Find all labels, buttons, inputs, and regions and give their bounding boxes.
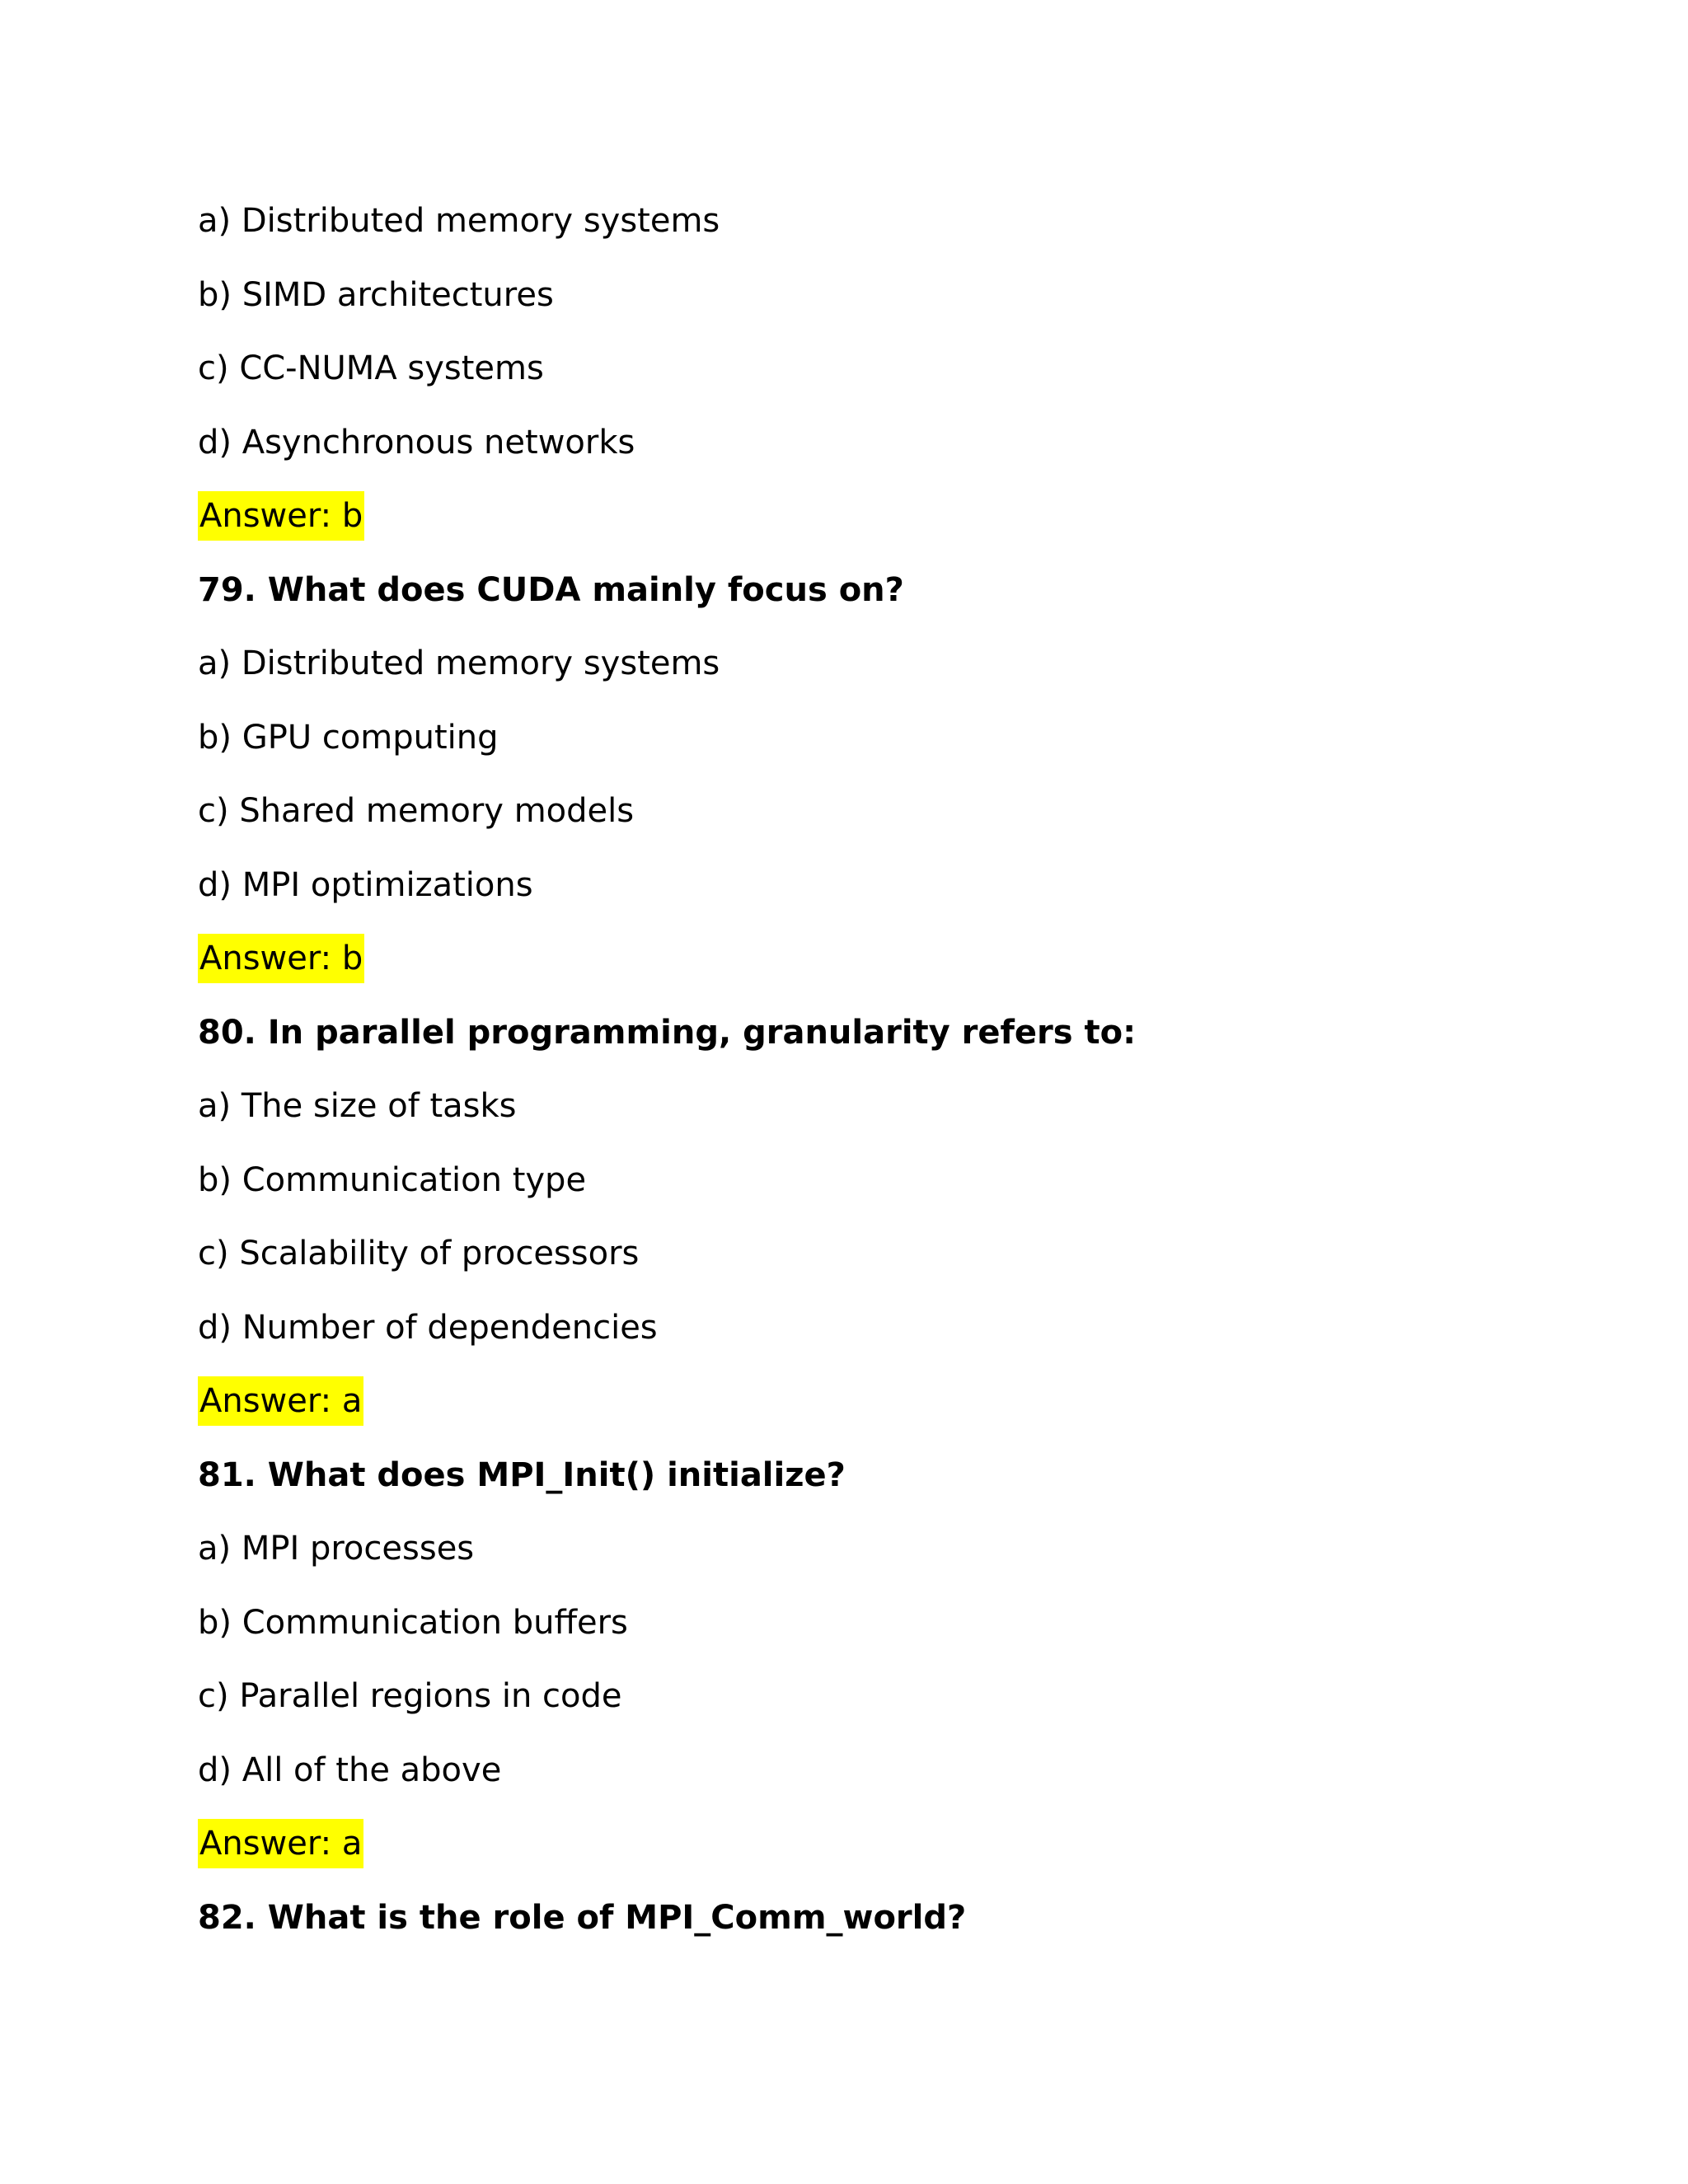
- question-79: 79. What does CUDA mainly focus on?: [198, 570, 904, 609]
- option-c-q78: c) CC-NUMA systems: [198, 349, 544, 387]
- option-b-q80: b) Communication type: [198, 1160, 587, 1199]
- answer-highlight: Answer: a: [198, 1819, 363, 1868]
- option-c-q79: c) Shared memory models: [198, 792, 635, 830]
- option-d-q78: d) Asynchronous networks: [198, 423, 635, 462]
- option-d-q79: d) MPI optimizations: [198, 865, 533, 904]
- option-b-q79: b) GPU computing: [198, 718, 499, 757]
- option-d-q81: d) All of the above: [198, 1750, 502, 1789]
- option-a-q79: a) Distributed memory systems: [198, 644, 720, 682]
- answer-highlight: Answer: a: [198, 1376, 363, 1426]
- option-a-q78: a) Distributed memory systems: [198, 202, 720, 240]
- answer-q79: [198, 934, 1136, 1008]
- answer-highlight: Answer: b: [198, 934, 364, 983]
- answer-q78: [198, 491, 1136, 565]
- option-b-q81: b) Communication buffers: [198, 1603, 628, 1642]
- option-a-q81: a) MPI processes: [198, 1530, 475, 1568]
- answer-highlight: Answer: b: [198, 491, 364, 541]
- option-d-q80: d) Number of dependencies: [198, 1308, 658, 1347]
- option-c-q80: c) Scalability of processors: [198, 1235, 640, 1272]
- question-82: 82. What is the role of MPI_Comm_world?: [198, 1898, 967, 1937]
- answer-q80: [198, 1376, 1136, 1451]
- option-b-q78: b) SIMD architectures: [198, 275, 554, 314]
- option-a-q80: a) The size of tasks: [198, 1087, 517, 1125]
- page-content: [198, 196, 1136, 1966]
- option-c-q81: c) Parallel regions in code: [198, 1677, 622, 1715]
- answer-q81: [198, 1819, 1136, 1893]
- question-80: 80. In parallel programming, granularity refers to:: [198, 1013, 1137, 1052]
- question-81: 81. What does MPI_Init() initialize?: [198, 1455, 846, 1494]
